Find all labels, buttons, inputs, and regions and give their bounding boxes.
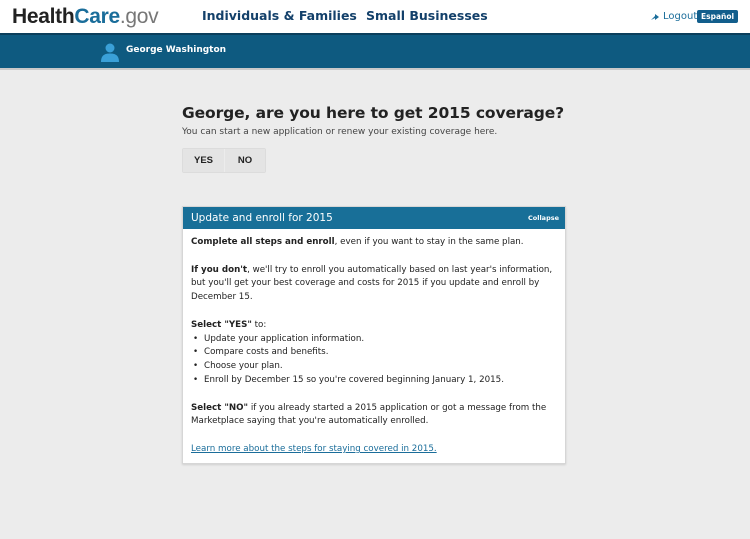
collapse-button[interactable]: Collapse bbox=[527, 214, 559, 222]
select-yes-text: to: bbox=[251, 319, 267, 330]
select-yes-intro bbox=[191, 319, 557, 333]
logout-link[interactable] bbox=[650, 11, 697, 22]
logout-label: Logout bbox=[663, 11, 698, 22]
select-no-text: if you already started a 2015 application or got a message from the Marketplace saying that you're automatically enrolled. bbox=[191, 402, 547, 427]
select-no-paragraph bbox=[191, 402, 557, 430]
learn-more-link[interactable]: Learn more about the steps for staying covered in 2015. bbox=[191, 443, 437, 454]
user-bar bbox=[0, 33, 750, 70]
nav-small-businesses[interactable]: Small Businesses bbox=[366, 8, 488, 23]
if-you-dont-paragraph bbox=[191, 264, 557, 305]
select-yes-bold: Select "YES" bbox=[191, 319, 252, 330]
panel-header bbox=[183, 207, 565, 229]
user-name[interactable]: George Washington bbox=[126, 45, 227, 55]
list-item: • Choose your plan. bbox=[191, 360, 557, 374]
panel-body bbox=[183, 229, 565, 464]
logo-care: Care bbox=[74, 5, 120, 28]
no-button[interactable]: NO bbox=[224, 149, 265, 172]
espanol-button[interactable]: Español bbox=[697, 10, 738, 23]
coverage-subtitle: You can start a new application or renew your existing coverage here. bbox=[182, 127, 498, 137]
if-you-dont-bold: If you don't bbox=[191, 264, 248, 275]
list-item: • Update your application information. bbox=[191, 333, 557, 347]
complete-steps-paragraph bbox=[191, 236, 557, 250]
yes-button[interactable]: YES bbox=[183, 149, 224, 172]
healthcare-gov-logo[interactable] bbox=[12, 5, 158, 29]
list-item: • Enroll by December 15 so you're covered beginning January 1, 2015. bbox=[191, 374, 557, 388]
nav-individuals-families[interactable]: Individuals & Families bbox=[202, 8, 357, 23]
update-enroll-panel bbox=[182, 206, 566, 464]
yes-steps-list bbox=[191, 333, 557, 388]
if-you-dont-text: , we'll try to enroll you automatically based on last year's information, but you'll get your best coverage and costs for 2015 if you update and enroll by December 15. bbox=[191, 264, 553, 303]
complete-steps-bold: Complete all steps and enroll bbox=[191, 237, 335, 247]
coverage-question-heading: George, are you here to get 2015 coverage? bbox=[182, 104, 565, 122]
top-header bbox=[0, 0, 750, 33]
complete-steps-text: , even if you want to stay in the same plan. bbox=[334, 237, 524, 247]
user-avatar-icon bbox=[100, 42, 120, 62]
logo-gov: .gov bbox=[119, 5, 159, 28]
logout-arrow-icon bbox=[650, 12, 660, 22]
list-item: • Compare costs and benefits. bbox=[191, 346, 557, 360]
logo-health: Health bbox=[12, 5, 75, 28]
panel-title: Update and enroll for 2015 bbox=[191, 212, 333, 224]
select-no-bold: Select "NO" bbox=[191, 402, 249, 413]
yes-no-toggle bbox=[182, 148, 266, 173]
